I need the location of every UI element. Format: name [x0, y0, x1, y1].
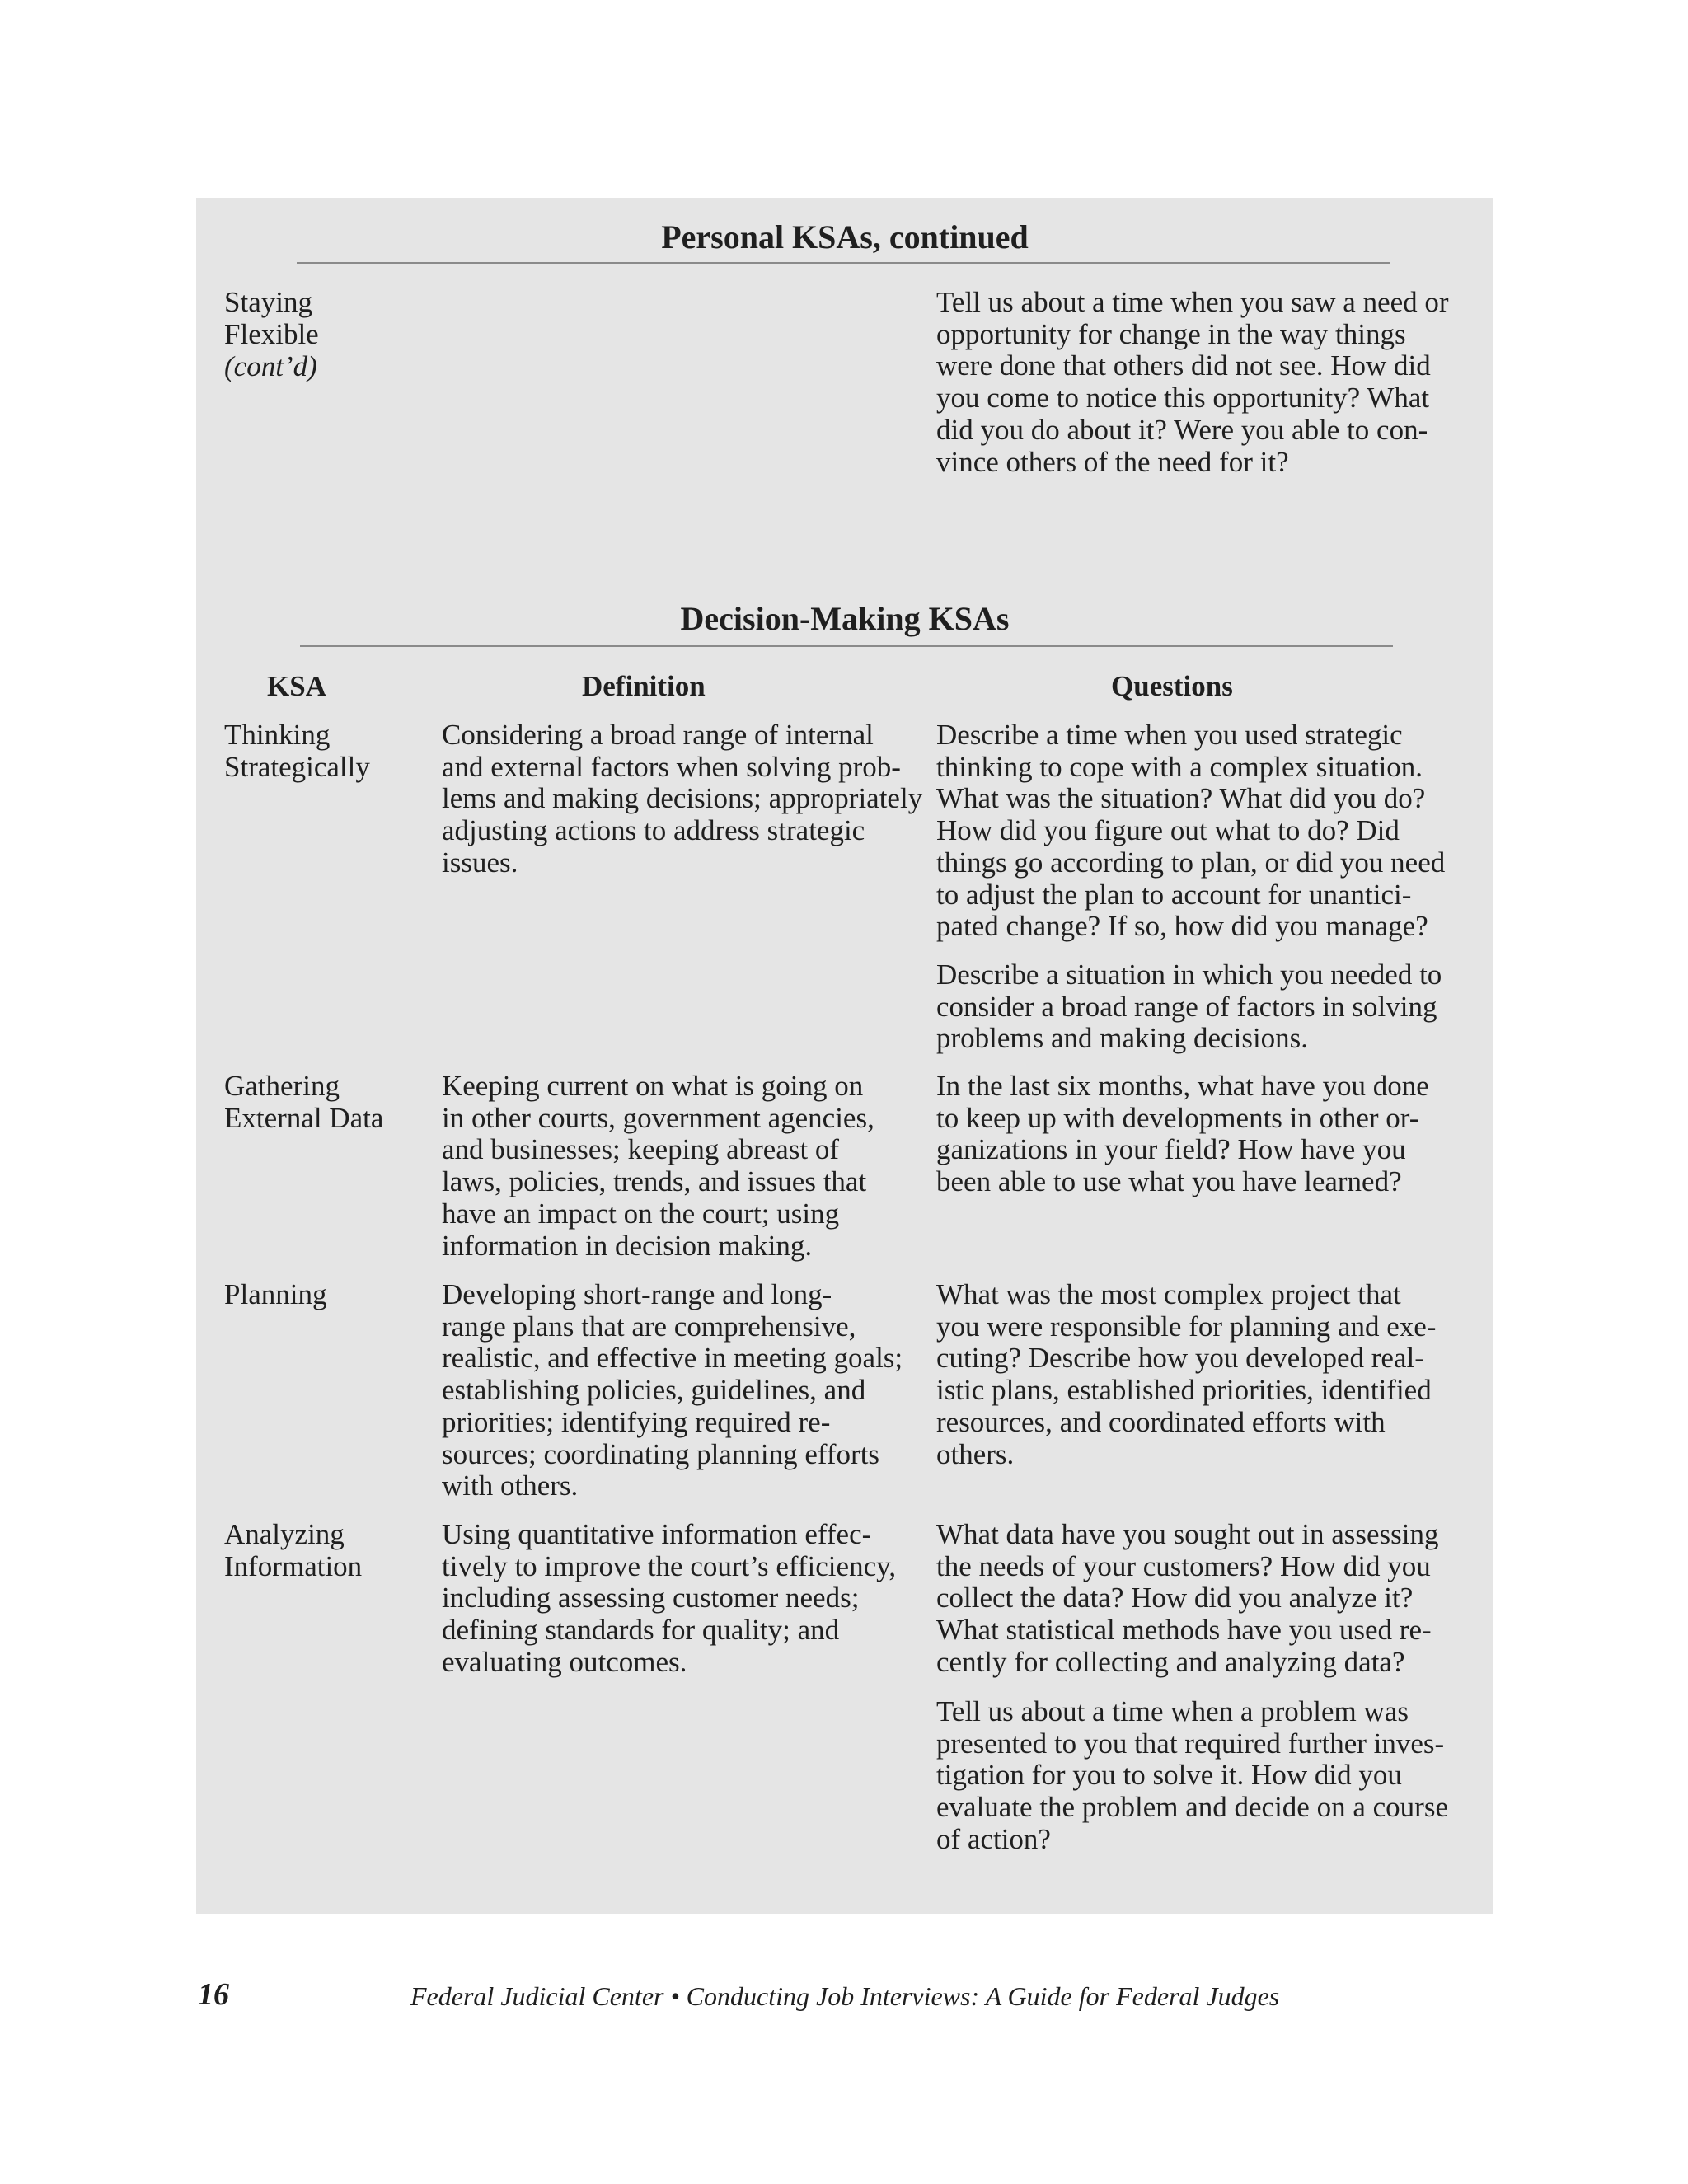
section-title-decision-making-ksas: Decision-Making KSAs: [680, 600, 1010, 637]
section-divider: [297, 262, 1390, 264]
ksa-question: What data have you sought out in assessing the needs of your customers? How did you collect the data? How did you analyze it? What statistical methods have you used re- cently for collecting and analyzing data?: [936, 1518, 1439, 1678]
ksa-name: Thinking Strategically: [224, 719, 370, 783]
column-header-questions: Questions: [1111, 670, 1233, 702]
running-footer: Federal Judicial Center • Conducting Job Interviews: A Guide for Federal Judges: [410, 1981, 1280, 2011]
ksa-question: Tell us about a time when a problem was presented to you that required further inves- tigation for you to solve it. How did you evaluate the problem and decide on a course of action?: [936, 1695, 1448, 1855]
ksa-question: What was the most complex project that you were responsible for planning and exe- cuting? Describe how you developed real- istic plans, established priorities, identified resources, and coordinated efforts with others.: [936, 1278, 1437, 1470]
column-header-ksa: KSA: [267, 670, 326, 702]
ksa-question: Describe a time when you used strategic thinking to cope with a complex situation. What was the situation? What did you do? How did you figure out what to do? Did things go according to plan, or did you need to adjust the plan to account for unantici- pated change? If so, how did you manage?: [936, 719, 1446, 943]
ksa-table-panel: [196, 198, 1493, 1914]
ksa-name-staying-flexible: Staying Flexible: [224, 286, 319, 350]
section-divider: [300, 645, 1393, 647]
column-header-definition: Definition: [582, 670, 706, 702]
ksa-question: In the last six months, what have you done to keep up with developments in other or- ganizations in your field? How have you been able to use what you have learned?: [936, 1070, 1429, 1198]
ksa-name: Planning: [224, 1278, 327, 1310]
ksa-question: Tell us about a time when you saw a need or opportunity for change in the way things were done that others did not see. How did you come to notice this opportunity? What did you do about it? Were you able to con- vince others of the need for it?: [936, 286, 1449, 478]
ksa-definition: Considering a broad range of internal and external factors when solving prob- lems and making decisions; appropriately adjusting actions to address strategic issues.: [442, 719, 923, 879]
ksa-question: Describe a situation in which you needed to consider a broad range of factors in solving problems and making decisions.: [936, 958, 1442, 1055]
ksa-name: Gathering External Data: [224, 1070, 384, 1134]
ksa-continued-note: (cont’d): [224, 350, 317, 382]
ksa-definition: Using quantitative information effec- tively to improve the court’s efficiency, including assessing customer needs; defining standards for quality; and evaluating outcomes.: [442, 1518, 897, 1678]
section-title-personal-ksas: Personal KSAs, continued: [661, 218, 1029, 255]
ksa-name: Analyzing Information: [224, 1518, 363, 1582]
ksa-definition: Developing short-range and long- range plans that are comprehensive, realistic, and effective in meeting goals; establishing policies, guidelines, and priorities; identifying required re- sources; coordinating planning efforts with others.: [442, 1278, 903, 1502]
page-number: 16: [198, 1977, 229, 2012]
ksa-definition: Keeping current on what is going on in other courts, government agencies, and businesses; keeping abreast of laws, policies, trends, and issues that have an impact on the court; using information in decision making.: [442, 1070, 874, 1262]
